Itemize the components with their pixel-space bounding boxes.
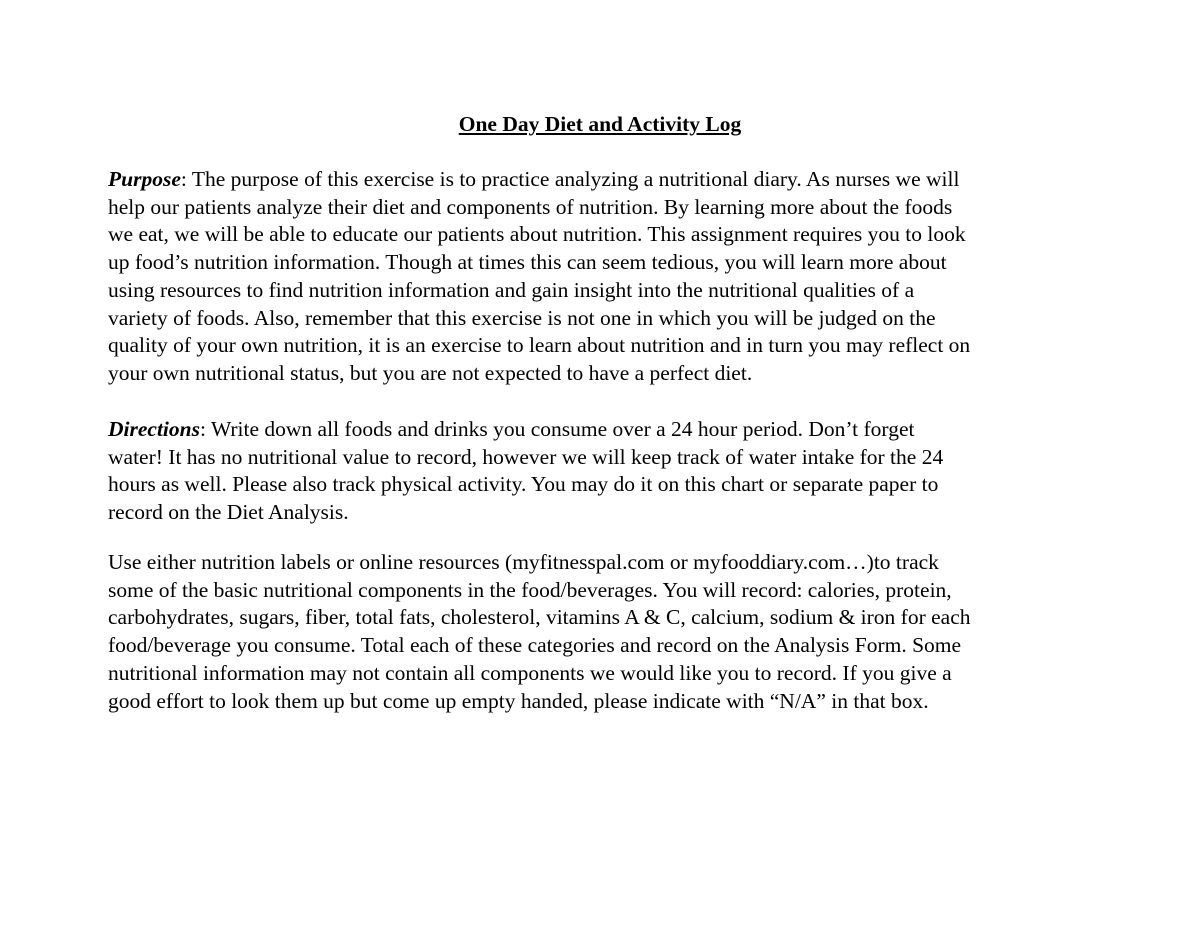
instructions-line: some of the basic nutritional components in the food/beverages. You will record: calories, protein, <box>108 577 952 602</box>
directions-line: water! It has no nutritional value to record, however we will keep track of water intake for the 24 <box>108 444 944 469</box>
instructions-line: nutritional information may not contain all components we would like you to record. If you give a <box>108 660 952 685</box>
purpose-line: quality of your own nutrition, it is an exercise to learn about nutrition and in turn you may reflect on <box>108 333 971 358</box>
purpose-line: using resources to find nutrition information and gain insight into the nutritional qualities of a <box>108 277 915 302</box>
instructions-line: Use either nutrition labels or online resources (myfitnesspal.com or myfooddiary.com…)to track <box>108 550 939 574</box>
document-title: One Day Diet and Activity Log <box>458 112 742 136</box>
purpose-line <box>108 166 1093 194</box>
directions-line: record on the Diet Analysis. <box>108 500 349 525</box>
purpose-paragraph <box>108 166 1093 388</box>
purpose-line-text: : The purpose of this exercise is to practice analyzing a nutritional diary. As nurses we will <box>180 167 960 191</box>
directions-line <box>108 416 1093 444</box>
instructions-line: good effort to look them up but come up empty handed, please indicate with “N/A” in that box. <box>108 688 929 713</box>
directions-label: Directions <box>108 417 200 441</box>
directions-line: hours as well. Please also track physical activity. You may do it on this chart or separate paper to <box>108 472 939 497</box>
purpose-line: we eat, we will be able to educate our patients about nutrition. This assignment requires you to look <box>108 222 966 247</box>
purpose-line: variety of foods. Also, remember that this exercise is not one in which you will be judged on the <box>108 305 936 330</box>
instructions-line: carbohydrates, sugars, fiber, total fats, cholesterol, vitamins A & C, calcium, sodium & iron for each <box>108 605 971 630</box>
purpose-label: Purpose <box>108 167 181 191</box>
directions-paragraph <box>108 416 1093 527</box>
purpose-line: help our patients analyze their diet and components of nutrition. By learning more about the foods <box>108 194 953 219</box>
instructions-paragraph <box>108 549 1093 715</box>
purpose-line: up food’s nutrition information. Though at times this can seem tedious, you will learn more about <box>108 250 947 275</box>
instructions-line: food/beverage you consume. Total each of these categories and record on the Analysis Form. Some <box>108 633 962 658</box>
purpose-line: your own nutritional status, but you are not expected to have a perfect diet. <box>108 360 753 385</box>
directions-line-text: : Write down all foods and drinks you consume over a 24 hour period. Don’t forget <box>199 417 915 441</box>
